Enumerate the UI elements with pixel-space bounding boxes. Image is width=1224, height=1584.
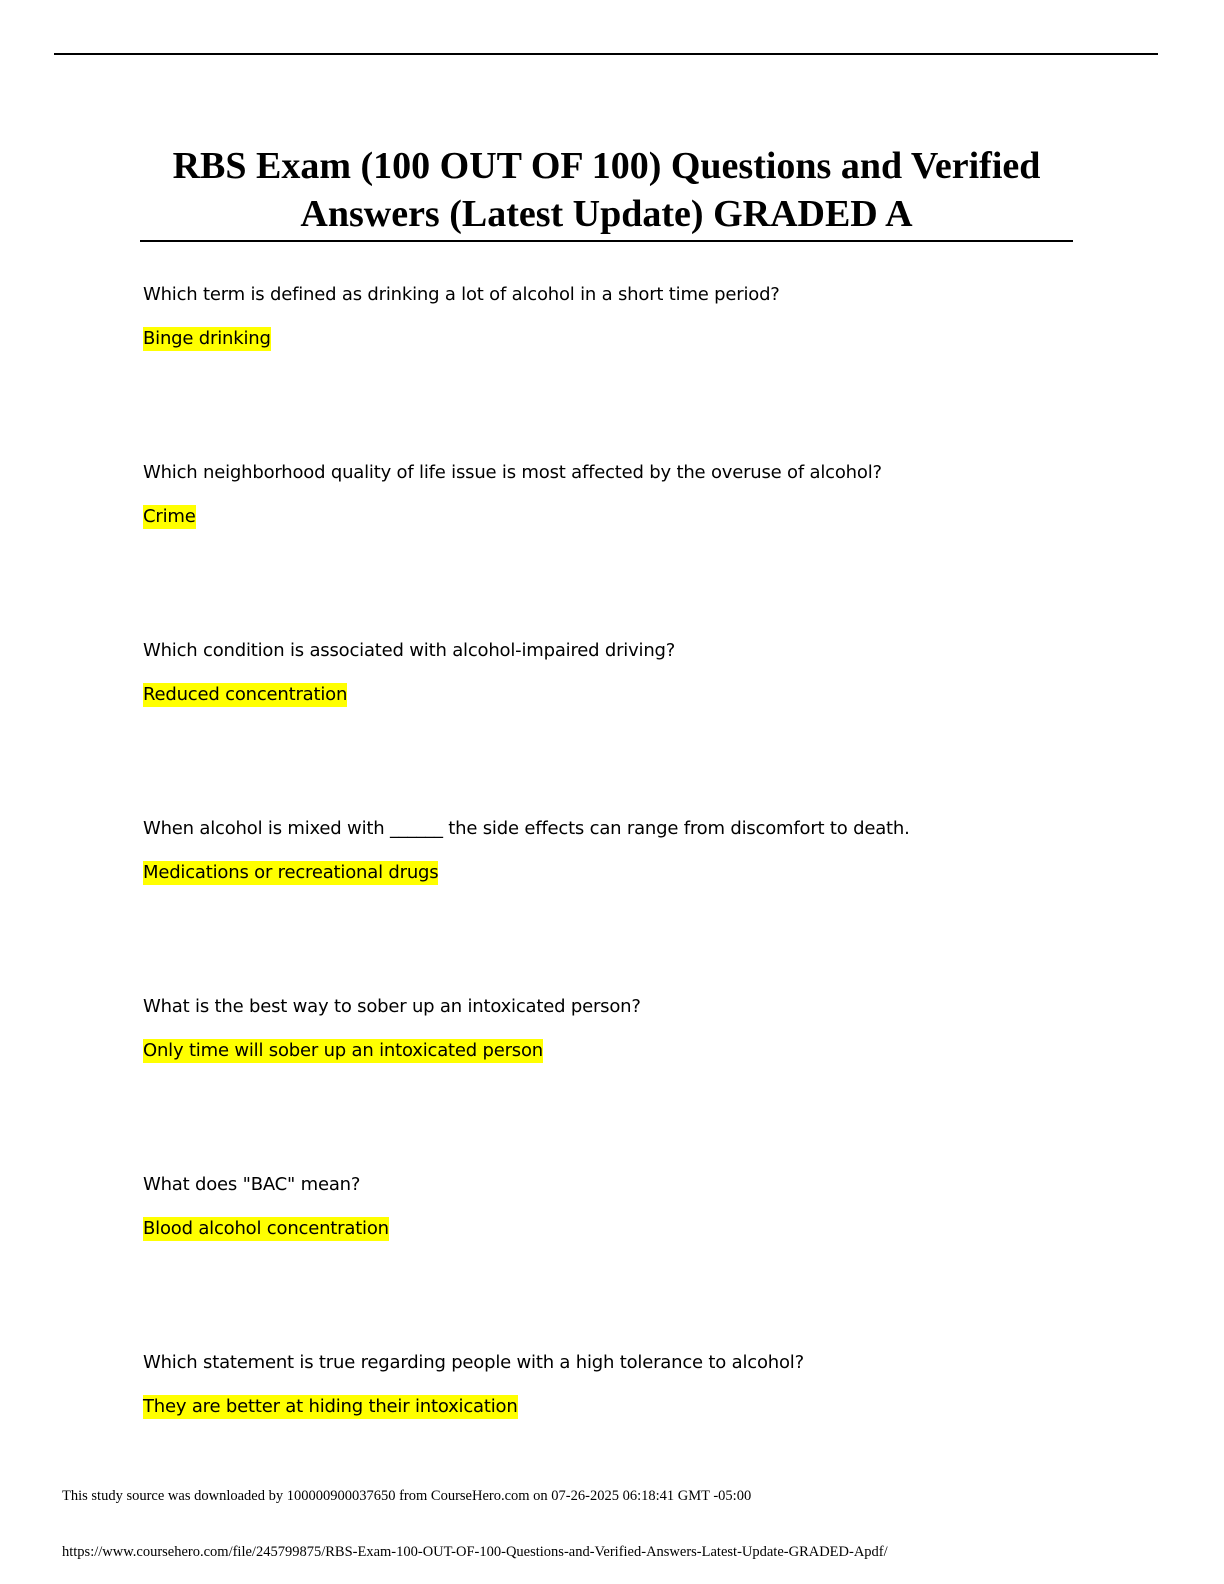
answer-text: Only time will sober up an intoxicated person [143,1040,543,1061]
source-url[interactable]: https://www.coursehero.com/file/245799875/RBS-Exam-100-OUT-OF-100-Questions-and-Verified-Answers-Latest-Update-GRADED-Apdf/ [62,1544,888,1560]
answer-text: Binge drinking [143,328,271,349]
question-text: When alcohol is mixed with ______ the side effects can range from discomfort to death. [143,818,910,839]
qa-item [143,283,1103,351]
header-rule [54,53,1158,55]
qa-item [143,995,1103,1063]
question-text: Which neighborhood quality of life issue is most affected by the overuse of alcohol? [143,462,882,483]
qa-item [143,1173,1103,1241]
question-text: Which term is defined as drinking a lot of alcohol in a short time period? [143,284,780,305]
qa-item [143,817,1103,885]
answer-text: Medications or recreational drugs [143,862,439,883]
download-source-note: This study source was downloaded by 100000900037650 from CourseHero.com on 07-26-2025 06:18:41 GMT -05:00 [62,1488,752,1504]
qa-item [143,461,1103,529]
question-text: What does "BAC" mean? [143,1174,361,1195]
answer-text: Crime [143,506,196,527]
question-text: Which statement is true regarding people with a high tolerance to alcohol? [143,1352,804,1373]
document-title: RBS Exam (100 OUT OF 100) Questions and Verified Answers (Latest Update) GRADED A [140,142,1073,242]
question-text: What is the best way to sober up an intoxicated person? [143,996,641,1017]
answer-text: Blood alcohol concentration [143,1218,389,1239]
answer-text: They are better at hiding their intoxication [143,1396,518,1417]
qa-item [143,1351,1103,1419]
question-text: Which condition is associated with alcohol-impaired driving? [143,640,676,661]
answer-text: Reduced concentration [143,684,348,705]
qa-item [143,639,1103,707]
